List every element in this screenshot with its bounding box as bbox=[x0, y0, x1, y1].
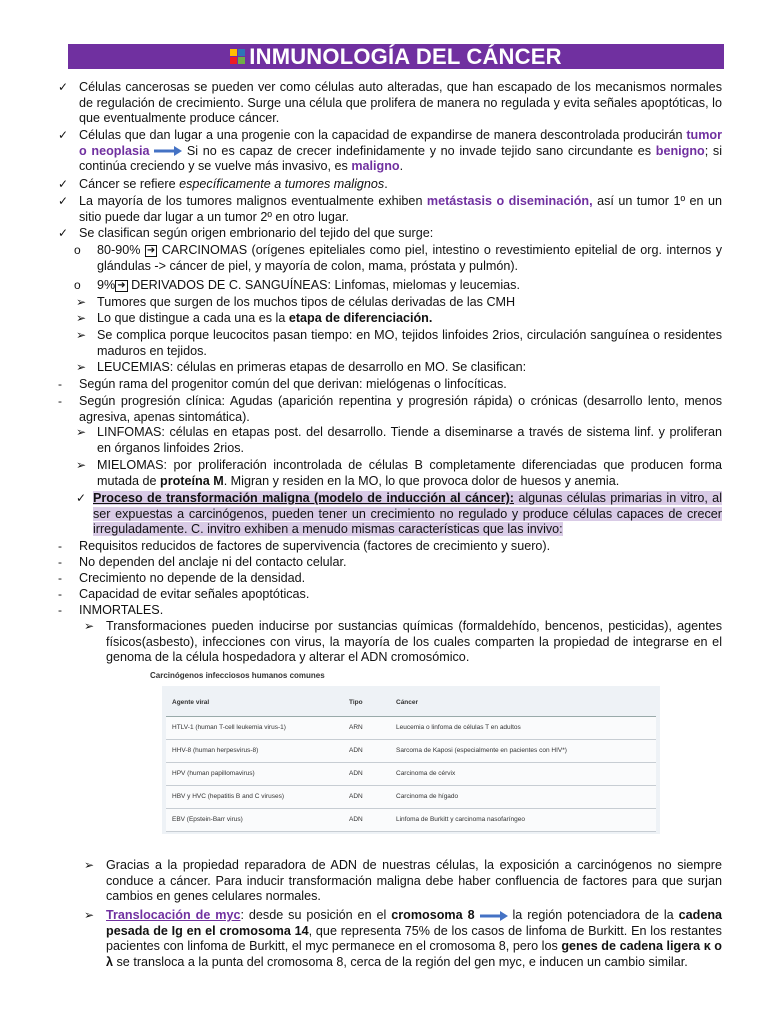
arrow-bullet-icon: ➢ bbox=[84, 908, 95, 922]
item-myc-translocation: Translocación de myc: desde su posición en el cromosoma 8 la región potenciadora de la cadena pesada de Ig en el cromosoma 14, que representa 75% de los casos de linfoma de Burkitt. En los restantes pacientes con linfoma de Burkitt, el myc permanece en el cromosoma 8, pero los genes de cadena ligera κ o λ se transloca a la punta del cromosoma 8, cerca de la región del gen myc, e inducen un cambio similar. bbox=[106, 908, 723, 969]
check-icon: ✓ bbox=[58, 194, 69, 208]
grid-logo-icon bbox=[230, 49, 246, 65]
item-survival: Requisitos reducidos de factores de supervivencia (factores de crecimiento y suero). bbox=[79, 539, 551, 553]
table-row: HTLV-1 (human T-cell leukemia virus-1) ARN Leucemia o linfoma de células T en adultos bbox=[166, 717, 656, 740]
paragraph-intro: Células cancerosas se pueden ver como células auto alteradas, que han escapado de los mecanismos normales de regulación de crecimiento. Surge una célula que prolifera de manera no regulada y evita señales apoptóticas, lo que eventualmente produce cáncer. bbox=[79, 80, 722, 126]
page-title-bar bbox=[68, 44, 724, 69]
right-arrow-icon bbox=[154, 146, 182, 156]
item-cmh: Tumores que surgen de los muchos tipos de células derivadas de las CMH bbox=[97, 295, 516, 309]
table-header: Cáncer bbox=[390, 690, 656, 717]
arrow-bullet-icon: ➢ bbox=[76, 425, 87, 439]
item-clinical: Según progresión clínica: Agudas (aparición repentina y progresión rápida) o crónicas (desarrollo lento, menos agresiva, apenas sintomática). bbox=[79, 394, 722, 424]
arrow-bullet-icon: ➢ bbox=[76, 458, 87, 472]
page-title: INMUNOLOGÍA DEL CÁNCER bbox=[249, 44, 562, 69]
arrow-bullet-icon: ➢ bbox=[76, 311, 87, 325]
check-icon: ✓ bbox=[58, 128, 69, 142]
circle-bullet: o bbox=[74, 243, 81, 257]
item-lymphomas: LINFOMAS: células en etapas post. del desarrollo. Tiende a diseminarse a través de sistema linf. y proliferan en órganos linfoides 2rios. bbox=[97, 425, 722, 455]
item-density: Crecimiento no depende de la densidad. bbox=[79, 571, 306, 585]
arrow-bullet-icon: ➢ bbox=[76, 295, 87, 309]
arrow-bullet-icon: ➢ bbox=[84, 858, 95, 872]
paragraph-classify: Se clasifican según origen embrionario del tejido del que surge: bbox=[79, 226, 434, 240]
viral-carcinogens-table bbox=[162, 686, 660, 834]
dash-bullet: - bbox=[58, 555, 62, 569]
dash-bullet: - bbox=[58, 603, 62, 617]
check-icon: ✓ bbox=[58, 80, 69, 94]
paragraph-progeny: Células que dan lugar a una progenie con la capacidad de expandirse de manera descontrolada producirán tumor o neoplasia Si no es capaz de crecer indefinidamente y no invade tejido sano circundante es benigno; si continúa creciendo y se vuelve más invasivo, es maligno. bbox=[79, 128, 722, 174]
dash-bullet: - bbox=[58, 587, 62, 601]
table-row: HBV y HVC (hepatitis B and C viruses) ADN Carcinoma de hígado bbox=[166, 786, 656, 809]
item-dna-repair: Gracias a la propiedad reparadora de ADN de nuestras células, la exposición a carcinógenos no siempre conduce a cáncer. Para inducir transformación maligna debe haber confluencia de factores para que surjan cambios en genes celulares normales. bbox=[106, 858, 722, 904]
viral-carcinogens-figure bbox=[150, 668, 666, 838]
dash-bullet: - bbox=[58, 394, 62, 408]
paragraph-metastasis: La mayoría de los tumores malignos eventualmente exhiben metástasis o diseminación, así un tumor 1º en un sitio puede dar lugar a un tumor 2º en otro lugar. bbox=[79, 194, 722, 224]
table-caption: Carcinógenos infecciosos humanos comunes bbox=[150, 671, 325, 680]
item-progenitor: Según rama del progenitor común del que derivan: mielógenas o linfocíticas. bbox=[79, 377, 507, 391]
boxed-arrow-icon: ➜ bbox=[146, 245, 156, 256]
table-row: HHV-8 (human herpesvirus-8) ADN Sarcoma de Kaposi (especialmente en pacientes con HIV*) bbox=[166, 740, 656, 763]
dash-bullet: - bbox=[58, 571, 62, 585]
table-row: HPV (human papillomavirus) ADN Carcinoma de cérvix bbox=[166, 763, 656, 786]
table-header-row bbox=[166, 690, 656, 717]
paragraph-transformation: Proceso de transformación maligna (modelo de inducción al cáncer): algunas células primarias in vitro, al ser expuestas a carcinógenos, pueden tener un crecimiento no regulado y produce células capaces de crecer irreguladamente. C. invitro exhiben a menudo mismas características que las invivo: bbox=[93, 491, 722, 537]
item-anchorage: No dependen del anclaje ni del contacto celular. bbox=[79, 555, 347, 569]
item-differentiation: Lo que distingue a cada una es la etapa de diferenciación. bbox=[97, 311, 433, 325]
right-arrow-icon bbox=[480, 911, 508, 921]
item-immortal: INMORTALES. bbox=[79, 603, 164, 617]
item-leukocytes: Se complica porque leucocitos pasan tiempo: en MO, tejidos linfoides 2rios, circulación sanguínea o residentes maduros en tejidos. bbox=[97, 328, 722, 358]
table-row: EBV (Epstein-Barr virus) ADN Linfoma de Burkitt y carcinoma nasofaríngeo bbox=[166, 809, 656, 832]
dash-bullet: - bbox=[58, 539, 62, 553]
arrow-bullet-icon: ➢ bbox=[76, 328, 87, 342]
boxed-arrow-icon: ➜ bbox=[117, 280, 126, 291]
arrow-bullet-icon: ➢ bbox=[84, 619, 95, 633]
check-icon: ✓ bbox=[58, 177, 69, 191]
item-carcinomas: 80-90% ➜ CARCINOMAS (orígenes epiteliales como piel, intestino o revestimiento epitelial de org. internos y glándulas -> cáncer de piel, y mayoría de colon, mama, próstata y pulmón). bbox=[97, 243, 723, 273]
table-header: Agente viral bbox=[166, 690, 343, 717]
arrow-bullet-icon: ➢ bbox=[76, 360, 87, 374]
item-myelomas: MIELOMAS: por proliferación incontrolada de células B completamente diferenciadas que producen forma mutada de proteína M. Migran y residen en la MO, lo que provoca dolor de huesos y anemia. bbox=[97, 458, 722, 488]
table-header: Tipo bbox=[343, 690, 390, 717]
circle-bullet: o bbox=[74, 278, 81, 292]
dash-bullet: - bbox=[58, 377, 62, 391]
check-icon: ✓ bbox=[76, 491, 87, 505]
check-icon: ✓ bbox=[58, 226, 69, 240]
item-transform-agents: Transformaciones pueden inducirse por sustancias químicas (formaldehído, bencenos, pesticidas), agentes físicos(asbesto), infecciones con virus, la mayoría de los cuales comparten la propiedad de integrarse en el genoma de la célula hospedadora y alterar el ADN cromosómico. bbox=[106, 619, 722, 665]
item-blood-derived: 9% ➜ DERIVADOS DE C. SANGUÍNEAS: Linfomas, mielomas y leucemias. bbox=[97, 278, 520, 292]
paragraph-cancer-def: Cáncer se refiere específicamente a tumores malignos. bbox=[79, 177, 388, 191]
item-apoptosis: Capacidad de evitar señales apoptóticas. bbox=[79, 587, 310, 601]
item-leukemias: LEUCEMIAS: células en primeras etapas de desarrollo en MO. Se clasifican: bbox=[97, 360, 527, 374]
